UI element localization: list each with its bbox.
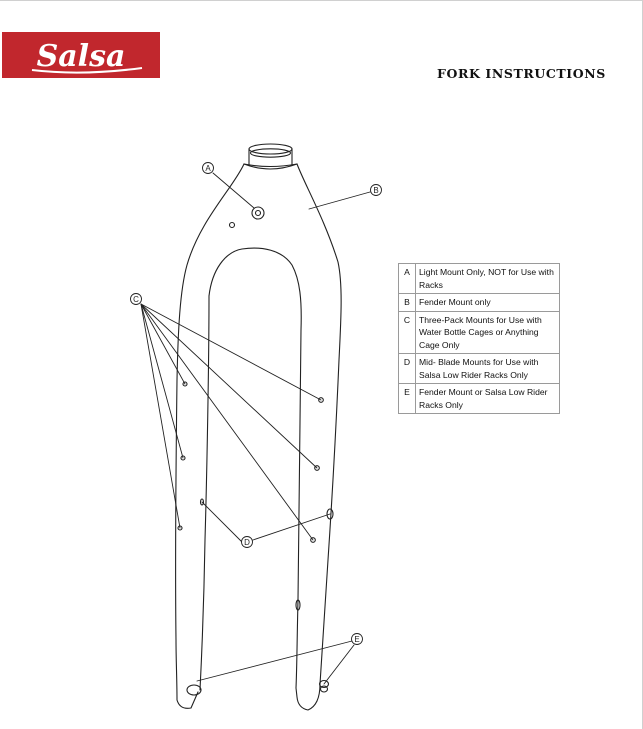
callout-d bbox=[242, 537, 253, 548]
callout-b-label: B bbox=[373, 186, 379, 195]
callout-a bbox=[203, 163, 214, 174]
callout-a-label: A bbox=[205, 164, 211, 173]
mount-holes bbox=[178, 207, 333, 542]
legend-row-e bbox=[399, 384, 560, 414]
dropouts bbox=[187, 600, 329, 695]
legend-text: Three-Pack Mounts for Use with Water Bottle Cages or Anything Cage Only bbox=[416, 311, 560, 354]
legend-key: A bbox=[399, 264, 416, 294]
legend-text: Light Mount Only, NOT for Use with Racks bbox=[416, 264, 560, 294]
callout-b bbox=[371, 185, 382, 196]
page-title: FORK INSTRUCTIONS bbox=[437, 66, 606, 81]
legend-row-d bbox=[399, 354, 560, 384]
legend-row-c bbox=[399, 311, 560, 354]
legend-key: B bbox=[399, 294, 416, 312]
legend-key: E bbox=[399, 384, 416, 414]
logo-text: Salsa bbox=[36, 39, 126, 74]
callout-e bbox=[352, 634, 363, 645]
callout-c-label: C bbox=[133, 295, 139, 304]
mount-legend bbox=[398, 263, 560, 414]
legend-key: C bbox=[399, 311, 416, 354]
legend-row-b bbox=[399, 294, 560, 312]
steerer-tube bbox=[244, 144, 297, 169]
legend-text: Mid- Blade Mounts for Use with Salsa Low Rider Racks Only bbox=[416, 354, 560, 384]
legend-key: D bbox=[399, 354, 416, 384]
fork-outline bbox=[176, 164, 342, 710]
legend-text: Fender Mount or Salsa Low Rider Racks Only bbox=[416, 384, 560, 414]
callout-d-label: D bbox=[244, 538, 250, 547]
callout-c bbox=[131, 294, 142, 305]
legend-text: Fender Mount only bbox=[416, 294, 560, 312]
legend-row-a bbox=[399, 264, 560, 294]
callout-e-label: E bbox=[354, 635, 360, 644]
